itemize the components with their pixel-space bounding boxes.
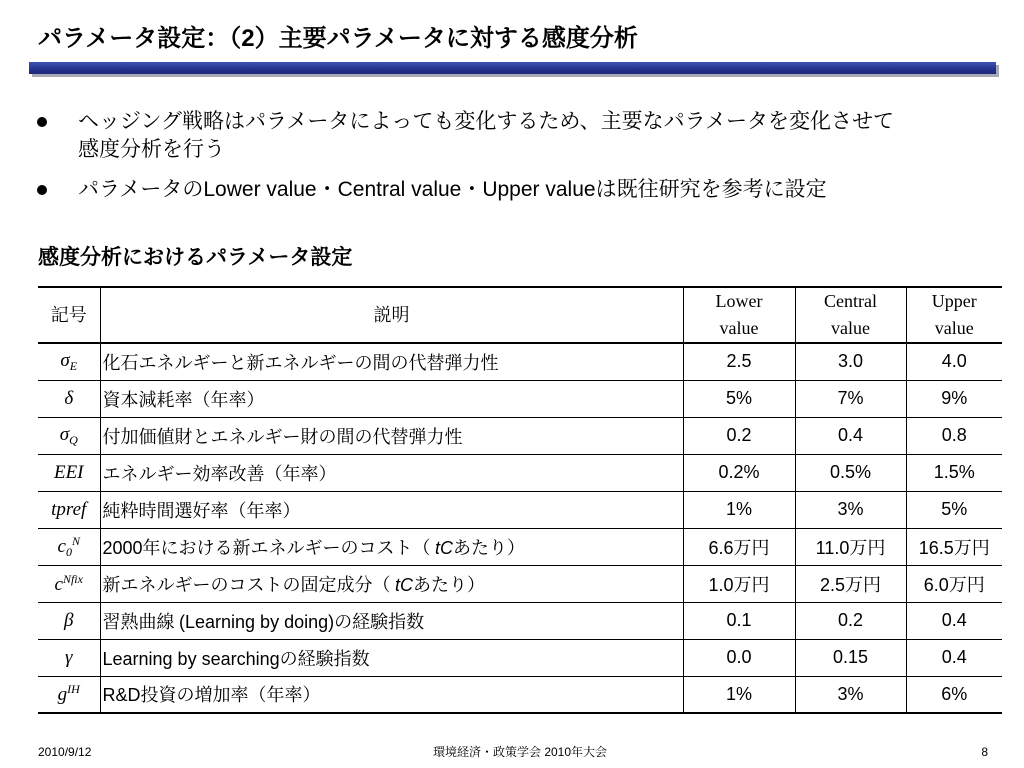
table-row <box>38 417 1002 454</box>
header-central-value-label: Central value <box>824 291 877 338</box>
lower-value-cell: 0.1 <box>683 602 795 639</box>
description-cell <box>100 380 683 417</box>
header-lower-value <box>683 287 795 343</box>
table-row <box>38 380 1002 417</box>
symbol-subscript: 0 <box>65 544 72 559</box>
header-upper-value-label: Upper value <box>931 291 977 338</box>
description-text: tC <box>395 574 413 595</box>
table-body <box>38 343 1002 713</box>
description-text: 資本減耗率（年率） <box>102 389 265 410</box>
symbol-cell <box>38 380 100 417</box>
central-value-cell: 3% <box>795 676 906 713</box>
symbol-superscript: IH <box>67 682 80 697</box>
footer-event-name: 環境経済・政策学会 2010年大会 <box>432 745 608 759</box>
lower-value-cell: 1% <box>683 676 795 713</box>
central-value-cell: 0.2 <box>795 602 906 639</box>
footer-page-number: 8 <box>981 745 988 759</box>
description-cell <box>100 491 683 528</box>
upper-value-cell: 0.8 <box>906 417 1002 454</box>
description-cell <box>100 417 683 454</box>
upper-value-cell: 1.5% <box>906 454 1002 491</box>
symbol-base: β <box>64 609 74 631</box>
description-text: 2000 <box>102 537 143 558</box>
bullet-item <box>78 176 827 204</box>
lower-value-cell: 1.0万円 <box>683 565 795 602</box>
table-caption: 感度分析におけるパラメータ設定 <box>38 246 353 269</box>
description-cell <box>100 528 683 565</box>
bullet-text-line: ヘッジング戦略はパラメータによっても変化するため、主要なパラメータを変化させて <box>78 110 894 133</box>
description-text: の経験指数 <box>279 648 370 669</box>
lower-value-cell: 0.2% <box>683 454 795 491</box>
description-cell <box>100 565 683 602</box>
central-value-cell: 11.0万円 <box>795 528 906 565</box>
central-value-cell: 3% <box>795 491 906 528</box>
symbol-superscript: Nfix <box>62 571 83 586</box>
symbol-subscript: E <box>69 358 78 373</box>
description-cell <box>100 602 683 639</box>
description-text: の経験指数 <box>334 611 425 632</box>
symbol-cell <box>38 491 100 528</box>
parameter-table <box>38 286 1002 714</box>
parameter-symbol <box>54 571 83 595</box>
symbol-base: c <box>54 573 63 595</box>
symbol-cell <box>38 454 100 491</box>
parameter-symbol <box>60 350 77 371</box>
bullet-item <box>78 108 894 164</box>
header-central-value <box>795 287 906 343</box>
description-text: 純粋時間選好率（年率） <box>102 500 301 521</box>
parameter-symbol <box>64 610 73 631</box>
symbol-base: δ <box>64 387 74 409</box>
symbol-base: tpref <box>51 498 87 520</box>
table-row <box>38 565 1002 602</box>
bullet-text-line: パラメータのLower value・Central value・Upper valueは既往研究を参考に設定 <box>78 178 827 201</box>
symbol-base: c <box>57 535 66 557</box>
description-text: 付加価値財とエネルギー財の間の代替弾力性 <box>102 426 463 447</box>
description-cell <box>100 639 683 676</box>
upper-value-cell: 16.5万円 <box>906 528 1002 565</box>
central-value-cell: 7% <box>795 380 906 417</box>
table-header-row <box>38 287 1002 343</box>
description-text: Learning by searching <box>102 648 280 669</box>
central-value-cell: 2.5万円 <box>795 565 906 602</box>
table-row <box>38 454 1002 491</box>
parameter-symbol <box>58 684 80 705</box>
symbol-superscript: N <box>71 533 80 548</box>
description-text: エネルギー効率改善（年率） <box>102 463 337 484</box>
table-row <box>38 491 1002 528</box>
footer-date: 2010/9/12 <box>38 745 92 759</box>
symbol-subscript: Q <box>69 432 78 447</box>
description-text: 新エネルギーのコストの固定成分（ <box>102 574 395 595</box>
table-row <box>38 639 1002 676</box>
description-text: tC <box>435 537 454 558</box>
description-cell <box>100 343 683 380</box>
description-cell <box>100 676 683 713</box>
central-value-cell: 0.15 <box>795 639 906 676</box>
header-description: 説明 <box>100 287 683 343</box>
bullet-dot <box>37 117 47 127</box>
table-row <box>38 602 1002 639</box>
bullet-dot <box>37 185 47 195</box>
parameter-symbol <box>51 499 86 520</box>
upper-value-cell: 0.4 <box>906 639 1002 676</box>
symbol-base: g <box>57 684 68 706</box>
title-underline-bar <box>29 62 996 74</box>
lower-value-cell: 1% <box>683 491 795 528</box>
slide-title: パラメータ設定：（2）主要パラメータに対する感度分析 <box>38 25 638 52</box>
header-symbol: 記号 <box>50 304 87 325</box>
parameter-symbol <box>65 647 73 668</box>
upper-value-cell: 6.0万円 <box>906 565 1002 602</box>
lower-value-cell: 5% <box>683 380 795 417</box>
central-value-cell: 3.0 <box>795 343 906 380</box>
symbol-cell <box>38 602 100 639</box>
symbol-base: EEI <box>53 461 84 483</box>
upper-value-cell: 0.4 <box>906 602 1002 639</box>
symbol-cell <box>38 343 100 380</box>
symbol-base: σ <box>59 423 70 445</box>
upper-value-cell: 5% <box>906 491 1002 528</box>
upper-value-cell: 6% <box>906 676 1002 713</box>
lower-value-cell: 6.6万円 <box>683 528 795 565</box>
parameter-symbol <box>60 424 78 445</box>
symbol-base: σ <box>60 349 70 371</box>
header-upper-value <box>906 287 1002 343</box>
lower-value-cell: 0.0 <box>683 639 795 676</box>
parameter-symbol <box>54 462 84 483</box>
description-text: R&D <box>102 685 141 706</box>
symbol-base: γ <box>65 646 73 668</box>
description-text: 年における新エネルギーのコスト（ <box>142 537 436 558</box>
symbol-cell <box>38 565 100 602</box>
description-text: あたり） <box>453 537 526 558</box>
symbol-cell <box>38 417 100 454</box>
central-value-cell: 0.5% <box>795 454 906 491</box>
table-row <box>38 343 1002 380</box>
description-text: 化石エネルギーと新エネルギーの間の代替弾力性 <box>102 352 499 373</box>
lower-value-cell: 2.5 <box>683 343 795 380</box>
parameter-symbol <box>64 388 73 409</box>
table-row <box>38 528 1002 565</box>
central-value-cell: 0.4 <box>795 417 906 454</box>
table-row <box>38 676 1002 713</box>
bullet-text-line: 感度分析を行う <box>78 138 225 161</box>
symbol-cell <box>38 528 100 565</box>
upper-value-cell: 9% <box>906 380 1002 417</box>
description-text: 投資の増加率（年率） <box>140 685 321 706</box>
description-text: あたり） <box>413 574 485 595</box>
description-text: 習熟曲線 <box>102 611 179 632</box>
symbol-cell <box>38 639 100 676</box>
table-header <box>38 287 1002 343</box>
parameter-symbol <box>57 533 80 559</box>
description-cell <box>100 454 683 491</box>
upper-value-cell: 4.0 <box>906 343 1002 380</box>
symbol-cell <box>38 676 100 713</box>
lower-value-cell: 0.2 <box>683 417 795 454</box>
description-text: (Learning by doing) <box>179 611 335 632</box>
header-lower-value-label: Lower value <box>715 291 763 338</box>
